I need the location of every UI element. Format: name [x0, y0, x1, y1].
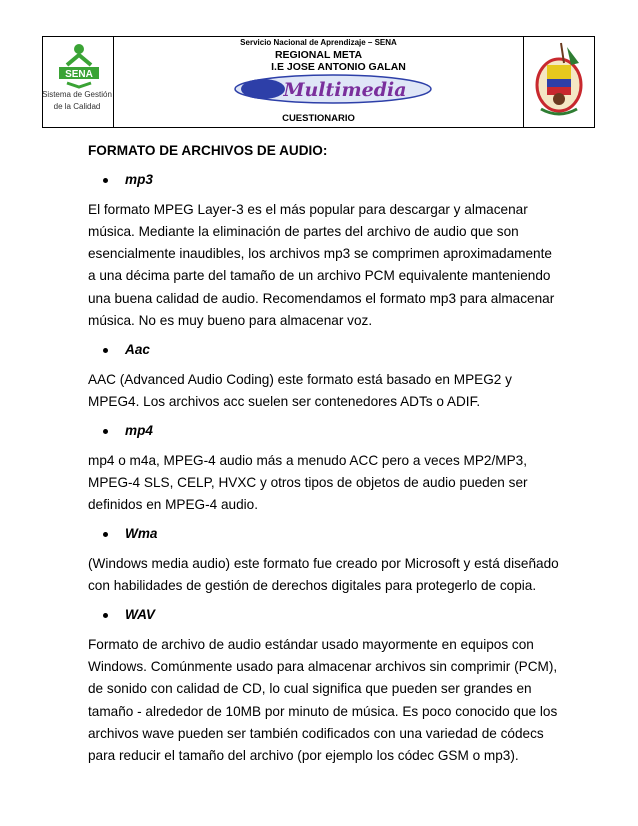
section-heading-label: mp3	[125, 172, 153, 188]
section-heading-label: mp4	[125, 423, 153, 439]
bullet-icon	[103, 348, 108, 353]
section-heading-label: Aac	[125, 342, 150, 358]
section-text-mp3: El formato MPEG Layer-3 es el más popular para descargar y almacenar música. Mediante la eliminación de partes del archivo de audio que son esencialmente inaudibles, los archivos mp3 se comprimen aproximadamente a una décima parte del tamaño de un archivo PCM equivalente manteniendo una buena calidad de audio. Recomendamos el formato mp3 para almacenar música. No es muy bueno para almacenar voz.	[88, 201, 555, 329]
header-center-cell	[113, 37, 524, 127]
document-header	[42, 36, 595, 128]
header-left-cell	[43, 37, 114, 127]
school-name: I.E JOSE ANTONIO GALAN	[271, 61, 406, 73]
banner-text: Multimedia	[283, 79, 407, 101]
section-heading-aac	[88, 339, 560, 361]
header-right-cell	[523, 37, 594, 127]
quality-label-line-2: de la Calidad	[53, 102, 101, 111]
quality-label-line-1: Sistema de Gestión	[42, 90, 112, 99]
multimedia-banner	[233, 73, 433, 105]
section-heading-wma	[88, 523, 560, 545]
section-text-wma: (Windows media audio) este formato fue creado por Microsoft y está diseñado con habilidades de gestión de derechos digitales para protegerlo de copia.	[88, 555, 559, 594]
section-heading-label: Wma	[125, 526, 158, 542]
school-crest	[531, 41, 587, 121]
section-heading-mp3	[88, 169, 560, 191]
section-heading-label: WAV	[125, 607, 155, 623]
document-type: CUESTIONARIO	[282, 113, 355, 124]
document-title: FORMATO DE ARCHIVOS DE AUDIO:	[88, 143, 328, 158]
section-text-wav: Formato de archivo de audio estándar usado mayormente en equipos con Windows. Comúnmente usado para almacenar archivos sin comprimir (PCM), de sonido con calidad de CD, lo cual significa que pueden ser grandes en tamaño - alrededor de 10MB por minuto de música. Es poco conocido que los archivos wave pueden ser también codificados con una variedad de códecs para reducir el tamaño del archivo (por ejemplo los códec GSM o mp3).	[88, 636, 558, 764]
bullet-icon	[103, 613, 108, 618]
section-text-aac: AAC (Advanced Audio Coding) este formato está basado en MPEG2 y MPEG4. Los archivos acc suelen ser contenedores ADTs o ADIF.	[88, 371, 512, 409]
bullet-icon	[103, 429, 108, 434]
bullet-icon	[103, 178, 108, 183]
institution-name: Servicio Nacional de Aprendizaje – SENA	[240, 38, 397, 47]
sena-logo	[57, 43, 101, 89]
document-body	[88, 140, 560, 774]
quality-system-label	[37, 89, 117, 113]
region-name: REGIONAL META	[274, 49, 363, 61]
sena-logo-text: SENA	[65, 69, 93, 80]
section-heading-mp4	[88, 420, 560, 442]
bullet-icon	[103, 532, 108, 537]
section-heading-wav	[88, 604, 560, 626]
section-text-mp4: mp4 o m4a, MPEG-4 audio más a menudo ACC pero a veces MP2/MP3, MPEG-4 SLS, CELP, HVXC y otros tipos de objetos de audio pueden ser definidos en MPEG-4 audio.	[88, 452, 528, 513]
